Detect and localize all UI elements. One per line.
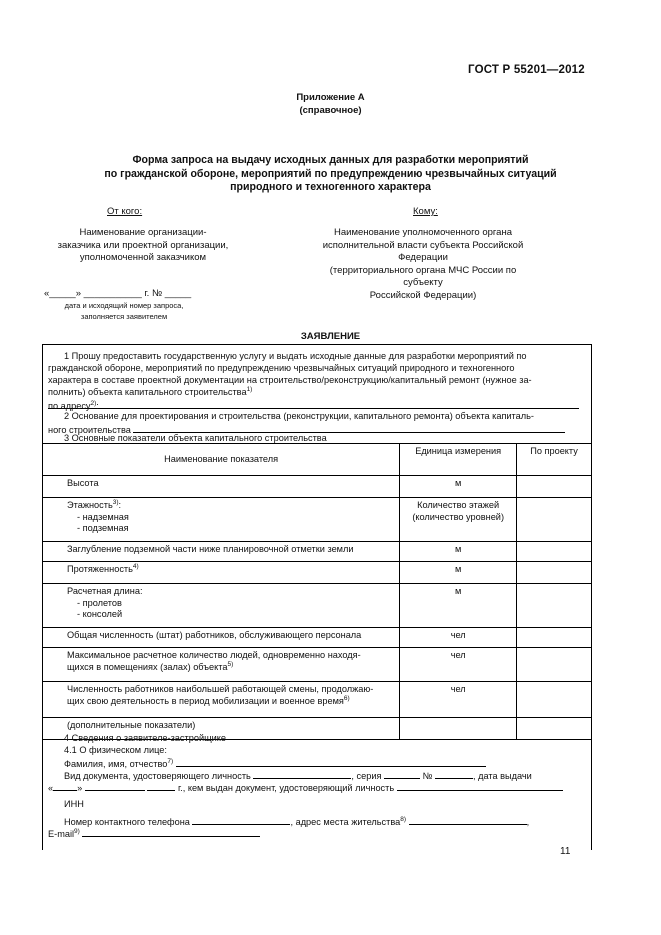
table-row: Общая численность (штат) работников, обслуживающего персонала чел	[43, 628, 592, 648]
issue-month-input[interactable]	[85, 781, 145, 791]
table-row: Максимальное расчетное количество людей, одновременно находя- щихся в помещениях (залах) объекта$^{5)}$ чел	[43, 648, 592, 682]
table-header-row: Наименование показателя Единица измерения По проекту	[43, 444, 592, 476]
from-block: Наименование организации- заказчика или проектной организации, уполномоченной заказчиком	[57, 227, 229, 264]
paragraph-2: 2 Основание для проектирования и строительства (реконструкции, капитального ремонта) объекта капиталь-	[64, 411, 534, 421]
contact-field: Номер контактного телефона , адрес места жительства$^{8)}$ ,	[64, 815, 530, 827]
value-cell[interactable]	[517, 476, 592, 498]
table-row: Этажность$^{3)}$: - надземная - подземная Количество этажей (количество уровней)	[43, 498, 592, 542]
table-row: Заглубление подземной части ниже планировочной отметки земли м	[43, 542, 592, 562]
phone-input[interactable]	[192, 815, 290, 825]
appendix-title: Приложение А	[296, 92, 365, 103]
statement-title: ЗАЯВЛЕНИЕ	[300, 331, 361, 342]
paragraph-4-title: 4 Сведения о заявителе-застройщике	[64, 733, 226, 743]
value-cell[interactable]	[517, 682, 592, 718]
value-cell[interactable]	[517, 562, 592, 584]
indicators-table	[42, 443, 592, 740]
email-field: E-mail$^{9)}$	[48, 827, 584, 841]
document-number-input[interactable]	[435, 769, 473, 779]
paragraph-1: 1 Прошу предоставить государственную услугу и выдать исходные данные для разработки мероприятий по	[64, 351, 527, 361]
issue-year-input[interactable]	[147, 781, 175, 791]
document-series-input[interactable]	[384, 769, 420, 779]
table-row: Расчетная длина: - пролетов - консолей м	[43, 584, 592, 628]
request-number-line: «_____» ___________ г. № _____	[44, 288, 192, 299]
value-cell[interactable]	[517, 542, 592, 562]
address-input[interactable]	[409, 815, 527, 825]
document-field: Вид документа, удостоверяющего личность , серия № , дата выдачи	[64, 771, 532, 781]
document-type-input[interactable]	[253, 769, 351, 779]
document-issued-field: « » г., кем выдан документ, удостоверяющий личность	[48, 781, 584, 795]
fio-field: Фамилия, имя, отчество$^{7)}$	[48, 757, 600, 771]
standard-code: ГОСТ Р 55201—2012	[468, 64, 585, 76]
value-cell[interactable]	[517, 584, 592, 628]
table-row: Численность работников наибольшей работающей смены, продолжаю- щих свою деятельность в период мобилизации и военное время$^{6)}$ чел	[43, 682, 592, 718]
request-number-hint: дата и исходящий номер запроса, заполняется заявителем	[64, 301, 184, 321]
email-input[interactable]	[82, 827, 260, 837]
table-row: Высота м	[43, 476, 592, 498]
value-cell[interactable]	[517, 628, 592, 648]
issued-by-input[interactable]	[397, 781, 563, 791]
fio-input[interactable]	[176, 757, 486, 767]
appendix-note: (справочное)	[299, 105, 362, 116]
from-label: От кого:	[107, 206, 143, 217]
to-label: Кому:	[413, 206, 438, 217]
page-number: 11	[560, 846, 571, 857]
paragraph-3: 3 Основные показатели объекта капитального строительства	[64, 433, 327, 443]
issue-day-input[interactable]	[53, 781, 77, 791]
form-title: Форма запроса на выдачу исходных данных для разработки мероприятий по гражданской обороне, мероприятий по предупреждению чрезвычайных ситуаций природного и техногенного характера	[104, 154, 557, 194]
table-row: (дополнительные показатели)	[43, 718, 592, 740]
value-cell[interactable]	[517, 648, 592, 682]
inn-label: ИНН	[64, 799, 84, 809]
value-cell[interactable]	[517, 498, 592, 542]
to-block: Наименование уполномоченного органа исполнительной власти субъекта Российской Федерации (территориального органа МЧС России по субъекту Российской Федерации)	[322, 227, 524, 301]
paragraph-4-1: 4.1 О физическом лице:	[64, 745, 167, 755]
table-row: Протяженность$^{4)}$ м	[43, 562, 592, 584]
